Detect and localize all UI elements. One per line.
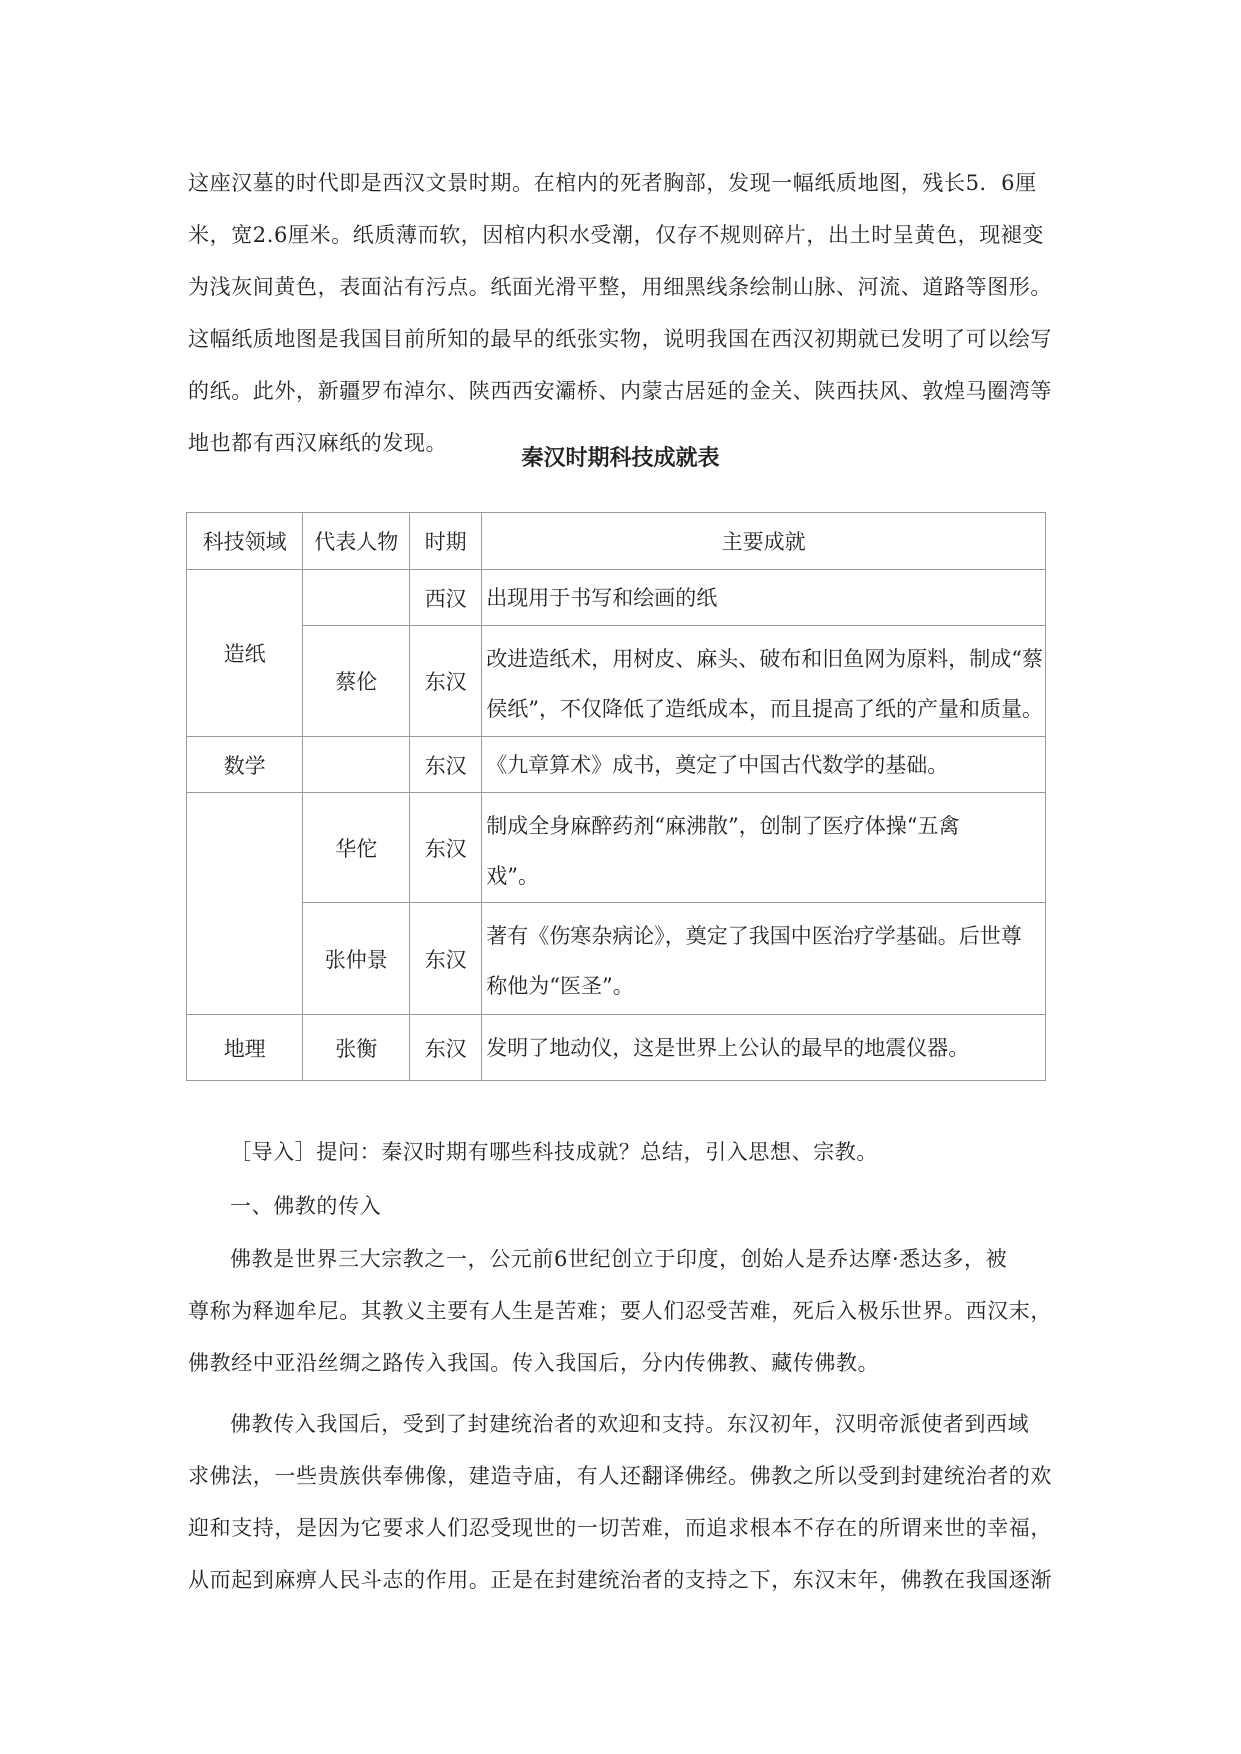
intro-line: 米，宽2.6厘米。纸质薄而软，因棺内积水受潮，仅存不规则碎片，出土时呈黄色，现褪变: [188, 223, 1044, 247]
paragraph-line: 求佛法，一些贵族供奉佛像，建造寺庙，有人还翻译佛经。佛教之所以受到封建统治者的欢: [188, 1464, 1052, 1488]
achievement-line: 戏”。: [486, 864, 539, 888]
header-period: 时期: [410, 513, 482, 570]
achievement-line: 制成全身麻醉药剂“麻沸散”，创制了医疗体操“五禽: [486, 814, 960, 838]
paragraph-line: 佛教是世界三大宗教之一，公元前6世纪创立于印度，创始人是乔达摩·悉达多，被: [230, 1247, 1008, 1271]
intro-paragraph: [188, 157, 1056, 469]
table-row: [187, 1015, 1046, 1081]
intro-line: 的纸。此外，新疆罗布淖尔、陕西西安灞桥、内蒙古居延的金关、陕西扶风、敦煌马圈湾等: [188, 379, 1052, 403]
cell-field: [187, 793, 303, 1015]
cell-person: 华佗: [303, 793, 410, 903]
cell-person: 蔡伦: [303, 626, 410, 737]
lead-in-text: ［导入］提问：秦汉时期有哪些科技成就？总结，引入思想、宗教。: [230, 1140, 878, 1164]
achievement-line: 著有《伤寒杂病论》，奠定了我国中医治疗学基础。后世尊: [486, 924, 1022, 948]
cell-period: 东汉: [410, 903, 482, 1015]
cell-achievement: [482, 903, 1046, 1015]
section-heading: 一、佛教的传入: [230, 1194, 382, 1218]
cell-period: 东汉: [410, 793, 482, 903]
header-achievement: 主要成就: [482, 513, 1046, 570]
table-row: [187, 626, 1046, 737]
achievement-line: 侯纸”，不仅降低了造纸成本，而且提高了纸的产量和质量。: [486, 697, 1043, 721]
cell-field: 造纸: [187, 570, 303, 737]
paragraph-line: 从而起到麻痹人民斗志的作用。正是在封建统治者的支持之下，东汉末年，佛教在我国逐渐: [188, 1568, 1052, 1592]
paragraph-line: 佛教传入我国后，受到了封建统治者的欢迎和支持。东汉初年，汉明帝派使者到西域: [230, 1412, 1030, 1436]
intro-line: 这座汉墓的时代即是西汉文景时期。在棺内的死者胸部，发现一幅纸质地图，残长5．6厘: [188, 171, 1037, 195]
achievements-table: [186, 512, 1046, 1081]
cell-person: 张仲景: [303, 903, 410, 1015]
header-field: 科技领域: [187, 513, 303, 570]
cell-period: 东汉: [410, 737, 482, 793]
cell-achievement: [482, 570, 1046, 626]
achievement-line: 《九章算术》成书，奠定了中国古代数学的基础。: [486, 752, 949, 777]
cell-period: 东汉: [410, 626, 482, 737]
intro-line: 为浅灰间黄色，表面沾有污点。纸面光滑平整，用细黑线条绘制山脉、河流、道路等图形。: [188, 275, 1052, 299]
intro-line: 地也都有西汉麻纸的发现。: [188, 431, 448, 455]
intro-line: 这幅纸质地图是我国目前所知的最早的纸张实物，说明我国在西汉初期就已发明了可以绘写: [188, 327, 1052, 351]
table-row: [187, 737, 1046, 793]
header-person: 代表人物: [303, 513, 410, 570]
table-row: [187, 570, 1046, 626]
table-title: 秦汉时期科技成就表: [521, 446, 720, 471]
cell-field: 数学: [187, 737, 303, 793]
cell-person: [303, 737, 410, 793]
table-row: [187, 793, 1046, 903]
achievement-line: 改进造纸术，用树皮、麻头、破布和旧鱼网为原料，制成“蔡: [486, 647, 1043, 671]
table-header-row: [187, 513, 1046, 570]
cell-achievement: [482, 1015, 1046, 1081]
achievement-line: 称他为“医圣”。: [486, 974, 634, 998]
cell-achievement: [482, 626, 1046, 737]
cell-achievement: [482, 793, 1046, 903]
cell-period: 东汉: [410, 1015, 482, 1081]
cell-period: 西汉: [410, 570, 482, 626]
cell-person: [303, 570, 410, 626]
paragraph-line: 尊称为释迦牟尼。其教义主要有人生是苦难；要人们忍受苦难，死后入极乐世界。西汉末，: [188, 1299, 1052, 1323]
table-row: [187, 903, 1046, 1015]
buddhism-paragraph-2: [188, 1398, 1056, 1606]
cell-field: 地理: [187, 1015, 303, 1081]
achievement-line: 出现用于书写和绘画的纸: [486, 585, 718, 610]
cell-person: 张衡: [303, 1015, 410, 1081]
paragraph-line: 佛教经中亚沿丝绸之路传入我国。传入我国后，分内传佛教、藏传佛教。: [188, 1351, 880, 1375]
buddhism-paragraph-1: [188, 1233, 1056, 1389]
cell-achievement: [482, 737, 1046, 793]
achievement-line: 发明了地动仪，这是世界上公认的最早的地震仪器。: [486, 1035, 970, 1060]
paragraph-line: 迎和支持，是因为它要求人们忍受现世的一切苦难，而追求根本不存在的所谓来世的幸福，: [188, 1516, 1052, 1540]
